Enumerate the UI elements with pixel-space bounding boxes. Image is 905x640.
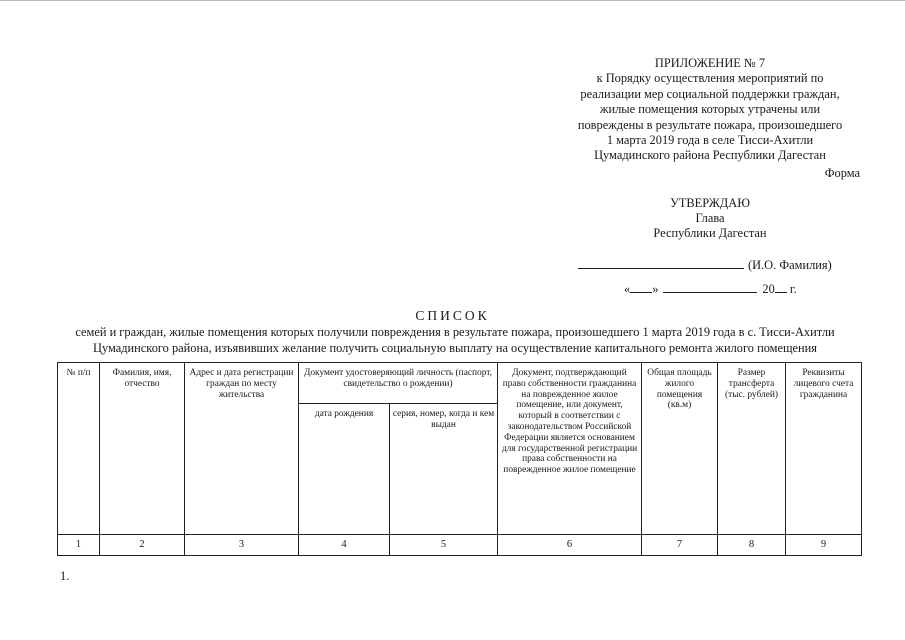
- column-number: 3: [185, 535, 299, 556]
- header-row: [58, 363, 862, 404]
- date-line: [624, 280, 797, 297]
- header-num: № п/п: [58, 363, 100, 535]
- date-close-quote: »: [652, 282, 659, 296]
- header-account: Реквизиты лицевого счета гражданина: [786, 363, 862, 535]
- appendix-line: к Порядку осуществления мероприятий по: [596, 71, 824, 86]
- month-blank[interactable]: [663, 280, 757, 293]
- appendix-title: ПРИЛОЖЕНИЕ № 7: [654, 56, 766, 70]
- header-name: Фамилия, имя, отчество: [100, 363, 185, 535]
- column-number: 5: [390, 535, 498, 556]
- first-row-label: 1.: [60, 569, 70, 583]
- column-number-row: [58, 535, 862, 556]
- column-number: 8: [718, 535, 786, 556]
- year-blank[interactable]: [775, 280, 787, 293]
- day-blank[interactable]: [630, 280, 652, 293]
- list-subtitle: [30, 325, 880, 356]
- appendix-line: реализации мер социальной поддержки граждан,: [580, 86, 840, 101]
- column-number: 6: [498, 535, 642, 556]
- date-open-quote: «: [624, 282, 631, 296]
- header-birth-date: дата рождения: [299, 404, 390, 535]
- header-area: Общая площадь жилого помещения (кв.м): [642, 363, 718, 535]
- header-ownership-document: Документ, подтверждающий право собственности гражданина на поврежденное жилое помещение, или документ, который в соответствии с законодательством Российской Федерации является основанием для государственной регистрации права собственности на поврежденное жилое помещение: [498, 363, 642, 535]
- header-transfer: Размер трансферта (тыс. рублей): [718, 363, 786, 535]
- header-id-document: Документ удостоверяющий личность (паспорт, свидетельство о рождении): [299, 363, 498, 404]
- column-number: 2: [100, 535, 185, 556]
- appendix-line: жилые помещения которых утрачены или: [599, 102, 821, 117]
- page-top-rule: [0, 0, 905, 1]
- appendix-line: 1 марта 2019 года в селе Тисси-Ахитли: [606, 133, 814, 148]
- list-subtitle-line: семей и граждан, жилые помещения которых получили повреждения в результате пожара, произошедшего 1 марта 2019 года в с. Тисси-Ахитли: [75, 325, 835, 339]
- header-series: серия, номер, когда и кем выдан: [390, 404, 498, 535]
- approval-block: [610, 196, 810, 241]
- families-table: [57, 362, 862, 556]
- signature-line: [578, 256, 832, 273]
- date-suffix: г.: [789, 282, 797, 296]
- column-number: 7: [642, 535, 718, 556]
- appendix-block: [560, 56, 860, 164]
- list-title: СПИСОК: [415, 308, 490, 323]
- signature-hint: (И.О. Фамилия): [748, 258, 832, 272]
- appendix-line: Цумадинского района Республики Дагестан: [594, 148, 826, 163]
- approval-line: Республики Дагестан: [653, 226, 767, 240]
- column-number: 9: [786, 535, 862, 556]
- list-subtitle-line: Цумадинского района, изъявивших желание получить социальную выплату на осуществление капитального ремонта жилого помещения: [93, 340, 817, 355]
- date-year-prefix: 20: [762, 282, 775, 296]
- column-number: 4: [299, 535, 390, 556]
- header-address: Адрес и дата регистрации граждан по месту жительства: [185, 363, 299, 535]
- appendix-line: повреждены в результате пожара, произошедшего: [577, 117, 843, 132]
- column-number: 1: [58, 535, 100, 556]
- approval-line: Глава: [695, 211, 725, 225]
- approval-title: УТВЕРЖДАЮ: [670, 196, 750, 210]
- signature-blank[interactable]: [578, 256, 744, 269]
- form-label: Форма: [824, 166, 860, 180]
